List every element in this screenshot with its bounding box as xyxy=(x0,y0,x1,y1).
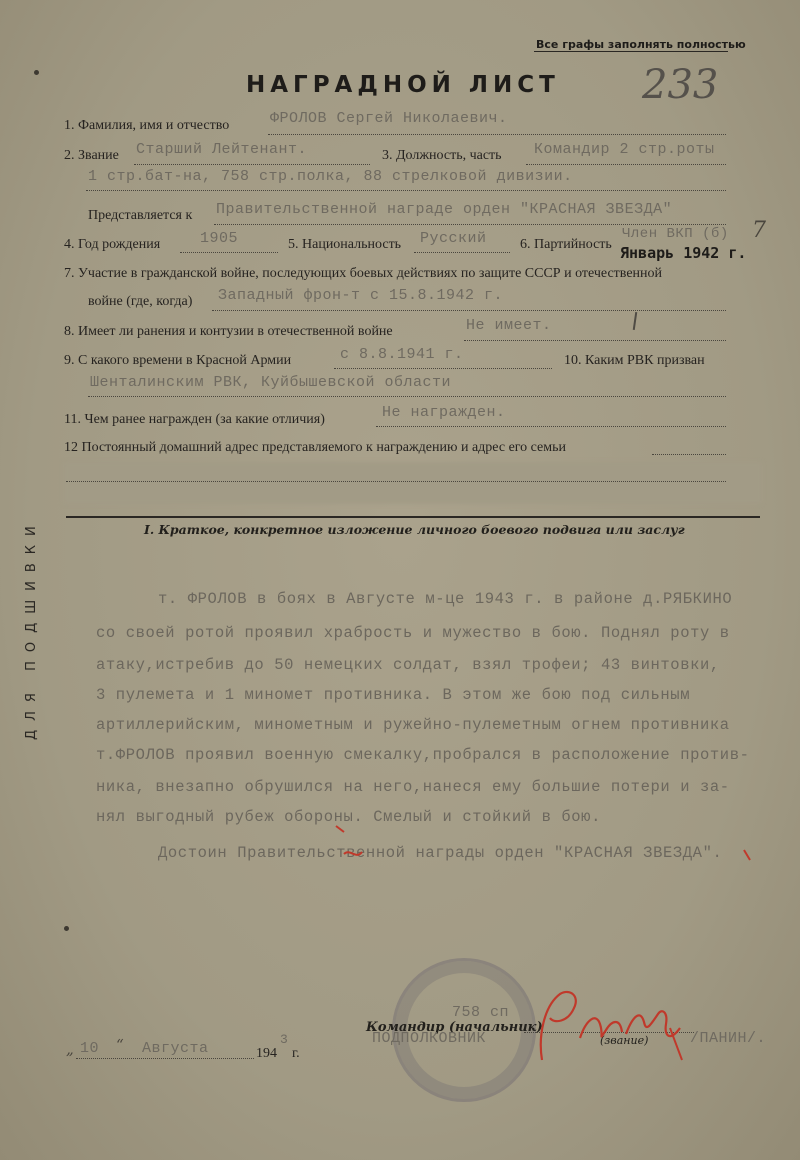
narrative-line: 3 пулемета и 1 миномет противника. В этом же бою под сильным xyxy=(96,686,691,704)
field-4-value: 1905 xyxy=(200,230,239,247)
commander-name: /ПАНИН/. xyxy=(690,1030,767,1047)
field-5-label: 5. Национальность xyxy=(288,237,402,252)
field-7-label: 7. Участие в гражданской войне, последующих боевых действиях по защите СССР и отечественной xyxy=(64,266,663,281)
field-2-value: Старший Лейтенант. xyxy=(136,141,308,158)
narrative-line: нял выгодный рубеж обороны. Смелый и стойкий в бою. xyxy=(96,808,601,826)
field-8-label: 8. Имеет ли ранения и контузии в отечественной войне xyxy=(64,324,393,339)
narrative-line: т. ФРОЛОВ в боях в Августе м-це 1943 г. в районе д.РЯБКИНО xyxy=(158,590,733,608)
field-6-mark: 7 xyxy=(752,218,766,243)
field-9-label: 9. С какого времени в Красной Армии xyxy=(64,353,292,368)
field-4-line xyxy=(180,252,278,253)
field-4-label: 4. Год рождения xyxy=(64,237,161,252)
section-divider xyxy=(66,516,760,518)
redacted-address xyxy=(64,462,762,504)
date-day: 10 xyxy=(80,1040,100,1057)
field-1-line xyxy=(268,134,726,135)
commander-signature xyxy=(520,978,710,1070)
field-10-line xyxy=(88,396,726,397)
narrative-line: Достоин Правительственной награды орден "КРАСНАЯ ЗВЕЗДА". xyxy=(158,844,723,862)
fill-all-note: Все графы заполнять полностью xyxy=(536,38,746,51)
red-pencil-marks xyxy=(330,808,730,868)
handwritten-number: 233 xyxy=(642,62,719,108)
date-year-prefix: 194 xyxy=(256,1046,277,1061)
field-12-line xyxy=(652,454,726,455)
field-3-line xyxy=(526,164,726,165)
field-3-value-cont: 1 стр.бат-на, 758 стр.полка, 88 стрелковой дивизии. xyxy=(88,168,573,185)
field-5-value: Русский xyxy=(420,230,487,247)
field-2-line xyxy=(134,164,370,165)
commander-label: Командир (начальник) xyxy=(366,1020,543,1035)
field-12-address-line xyxy=(66,481,726,482)
field-3-cont-line xyxy=(86,190,726,191)
field-6-extra: Январь 1942 г. xyxy=(620,244,747,262)
binder-hole xyxy=(34,70,39,75)
field-3-value: Командир 2 стр.роты xyxy=(534,141,715,158)
binder-hole xyxy=(64,926,69,931)
field-1-value: ФРОЛОВ Сергей Николаевич. xyxy=(270,110,508,127)
document-title: НАГРАДНОЙ ЛИСТ xyxy=(246,72,560,98)
field-2-label: 2. Звание xyxy=(64,148,119,163)
field-11-value: Не награжден. xyxy=(382,404,506,421)
side-binding-label xyxy=(18,410,52,740)
field-12-label: 12 Постоянный домашний адрес представляемого к награждению и адрес его семьи xyxy=(64,440,567,455)
commander-rank: ПОДПОЛКОВНИК xyxy=(372,1030,487,1047)
date-line xyxy=(76,1058,254,1059)
note-underline xyxy=(534,51,728,52)
unit-number: 758 сп xyxy=(452,1004,510,1021)
red-mark xyxy=(744,850,750,860)
award-label: Представляется к xyxy=(88,208,193,223)
date-month: Августа xyxy=(142,1040,209,1057)
award-line xyxy=(214,224,726,225)
date-year-suffix: г. xyxy=(292,1046,300,1061)
field-3-label: 3. Должность, часть xyxy=(382,148,502,163)
field-10-label: 10. Каким РВК призван xyxy=(564,353,705,368)
narrative-line: т.ФРОЛОВ проявил военную смекалку,пробрался в расположение против- xyxy=(96,746,750,764)
rank-label: (звание) xyxy=(600,1034,649,1047)
field-11-label: 11. Чем ранее награжден (за какие отличия) xyxy=(64,412,325,427)
red-mark xyxy=(336,826,344,832)
field-6-label: 6. Партийность xyxy=(520,237,612,252)
date-quote-open: „ xyxy=(66,1040,74,1058)
date-quote-close: “ xyxy=(116,1036,124,1054)
narrative-line: ника, внезапно обрушился на него,нанеся ему большие потери и за- xyxy=(96,778,730,796)
field-9-line xyxy=(334,368,552,369)
field-8-line xyxy=(464,340,726,341)
field-9-value: с 8.8.1941 г. xyxy=(340,346,464,363)
narrative-line: со своей ротой проявил храбрость и мужество в бою. Поднял роту в xyxy=(96,624,730,642)
date-year-digit: 3 xyxy=(280,1032,289,1047)
section-1-heading: I. Краткое, конкретное изложение личного боевого подвига или заслуг xyxy=(144,522,685,537)
field-10-value: Шенталинским РВК, Куйбышевской области xyxy=(90,374,452,391)
field-11-line xyxy=(376,426,726,427)
field-7-value: Западный фрон-т с 15.8.1942 г. xyxy=(218,287,504,304)
field-8-pencil-mark xyxy=(633,312,637,330)
red-mark xyxy=(344,852,362,855)
narrative-line: атаку,истребив до 50 немецких солдат, взял трофеи; 43 винтовки, xyxy=(96,656,720,674)
award-value: Правительственной награде орден "КРАСНАЯ ЗВЕЗДА" xyxy=(216,201,673,218)
field-5-line xyxy=(414,252,510,253)
red-pencil-tick xyxy=(740,840,770,870)
side-label-text: ДЛЯ ПОДШИВКИ xyxy=(24,517,39,740)
field-8-value: Не имеет. xyxy=(466,317,552,334)
field-7-line xyxy=(212,310,726,311)
narrative-line: артиллерийским, минометным и ружейно-пулеметным огнем противника xyxy=(96,716,730,734)
field-7-label-cont: войне (где, когда) xyxy=(88,294,193,309)
field-6-value: Член ВКП (б) xyxy=(622,226,729,242)
field-1-label: 1. Фамилия, имя и отчество xyxy=(64,118,230,133)
